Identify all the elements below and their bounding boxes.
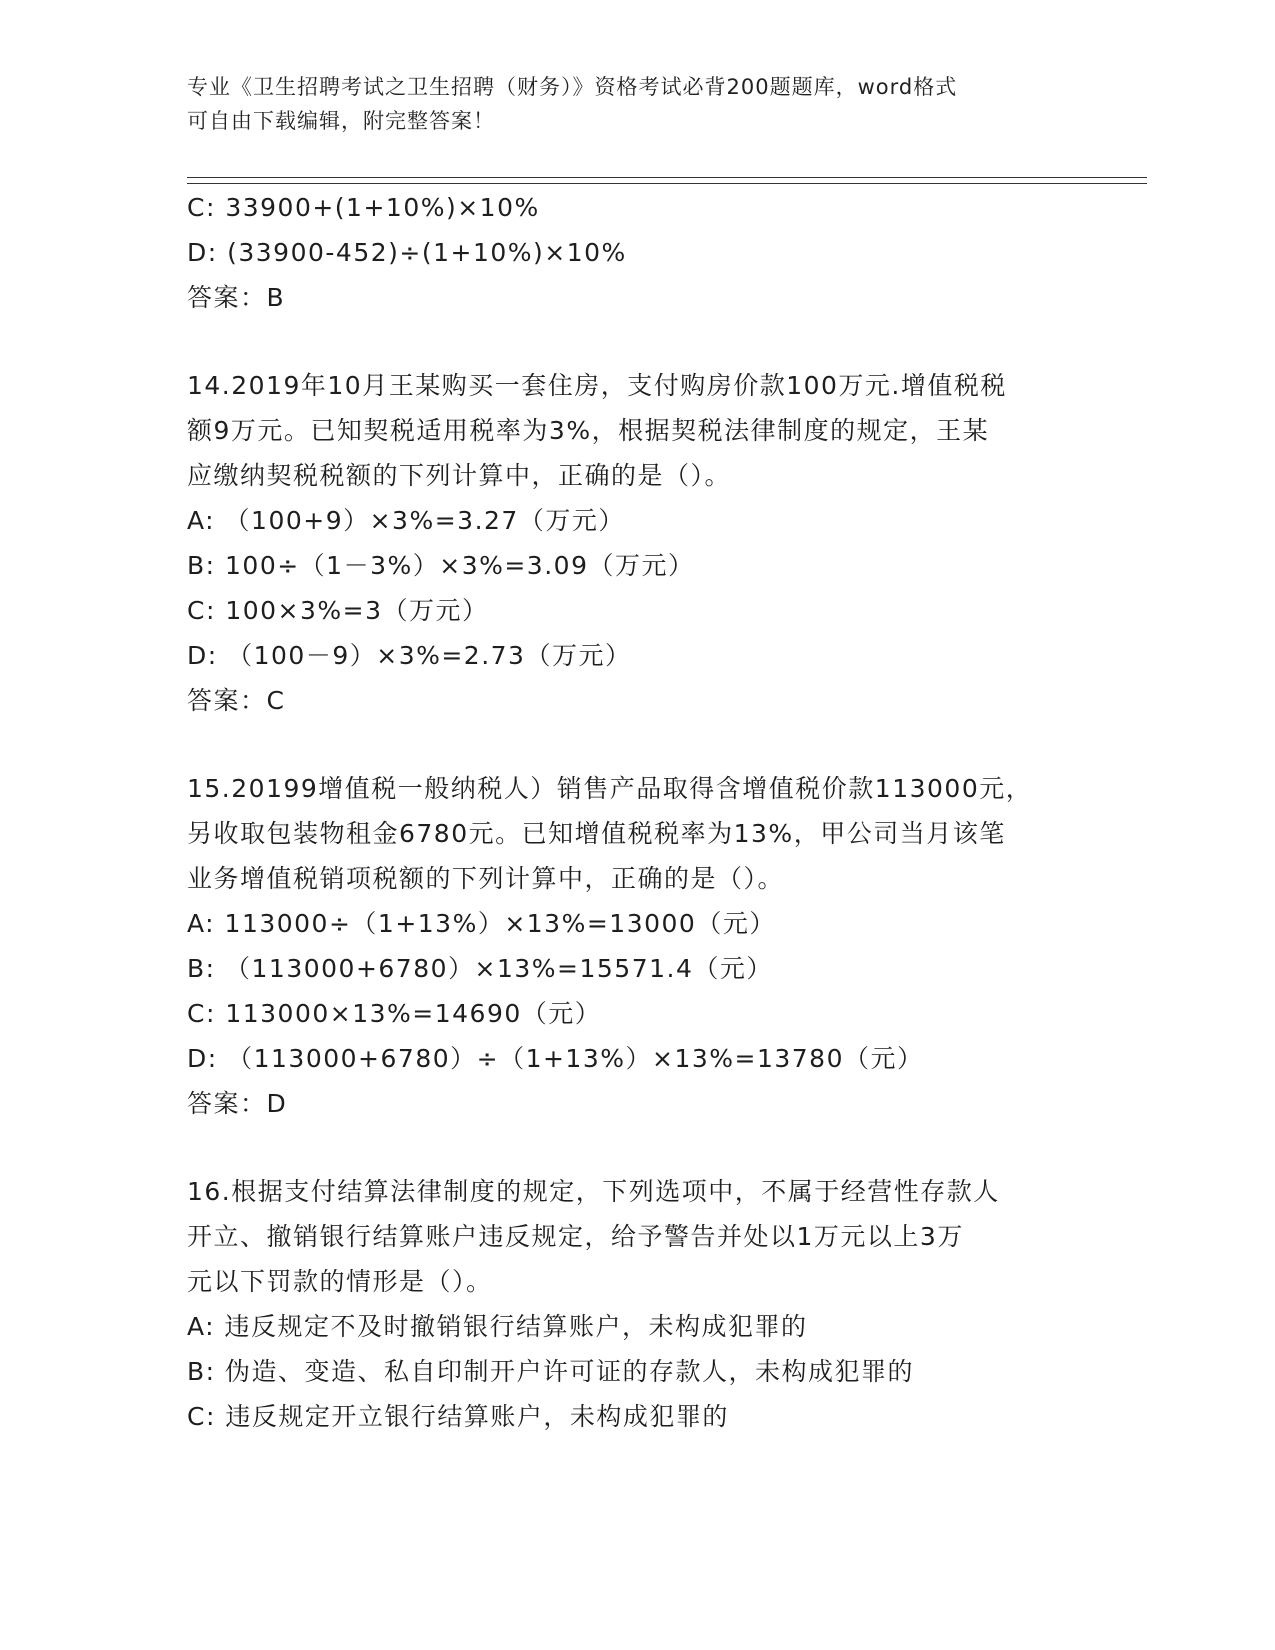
option-b: B: 100÷（1－3%）×3%=3.09（万元） xyxy=(187,551,695,580)
option-c: C: 33900+(1+10%)×10% xyxy=(187,193,540,222)
question-content xyxy=(187,185,1087,1439)
question-stem-line-3: 元以下罚款的情形是（）。 xyxy=(187,1267,493,1296)
header-line-2: 可自由下载编辑，附完整答案！ xyxy=(187,109,495,133)
option-d: D: （113000+6780）÷（1+13%）×13%=13780（元） xyxy=(187,1044,924,1073)
question-15 xyxy=(187,766,1087,1126)
header-divider-bottom xyxy=(187,183,1147,184)
option-b: B: 伪造、变造、私自印制开户许可证的存款人，未构成犯罪的 xyxy=(187,1357,915,1386)
answer-line: 答案：D xyxy=(187,1089,288,1118)
question-stem-line-3: 业务增值税销项税额的下列计算中，正确的是（）。 xyxy=(187,864,785,893)
option-b: B: （113000+6780）×13%=15571.4（元） xyxy=(187,954,773,983)
answer-line: 答案：C xyxy=(187,686,286,715)
spacer xyxy=(187,320,1087,363)
header-divider-top xyxy=(187,177,1147,178)
question-stem-line-1: 16.根据支付结算法律制度的规定，下列选项中，不属于经营性存款人 xyxy=(187,1177,1000,1206)
question-stem-line-2: 开立、撤销银行结算账户违反规定，给予警告并处以1万元以上3万 xyxy=(187,1222,964,1251)
question-14 xyxy=(187,363,1087,723)
question-stem-line-2: 另收取包装物租金6780元。已知增值税税率为13%，甲公司当月该笔 xyxy=(187,819,1006,848)
option-c: C: 100×3%=3（万元） xyxy=(187,596,489,625)
question-16 xyxy=(187,1169,1087,1439)
option-a: A: 违反规定不及时撤销银行结算账户，未构成犯罪的 xyxy=(187,1312,808,1341)
option-d: D: (33900-452)÷(1+10%)×10% xyxy=(187,238,627,267)
option-c: C: 违反规定开立银行结算账户，未构成犯罪的 xyxy=(187,1402,729,1431)
question-stem-line-2: 额9万元。已知契税适用税率为3%，根据契税法律制度的规定，王某 xyxy=(187,416,990,445)
question-stem-line-1: 14.2019年10月王某购买一套住房，支付购房价款100万元.增值税税 xyxy=(187,371,1007,400)
question-stem-line-1: 15.20199增值税一般纳税人）销售产品取得含增值税价款113000元， xyxy=(187,774,1033,803)
answer-line: 答案：B xyxy=(187,283,286,312)
option-a: A: 113000÷（1+13%）×13%=13000（元） xyxy=(187,909,776,938)
question-stem-line-3: 应缴纳契税税额的下列计算中，正确的是（）。 xyxy=(187,461,732,490)
option-c: C: 113000×13%=14690（元） xyxy=(187,999,602,1028)
page-header xyxy=(187,70,1087,138)
header-line-1: 专业《卫生招聘考试之卫生招聘（财务）》资格考试必背200题题库，word格式 xyxy=(187,75,958,99)
spacer xyxy=(187,723,1087,766)
option-d: D: （100－9）×3%=2.73（万元） xyxy=(187,641,632,670)
question-13 xyxy=(187,185,1087,320)
option-a: A: （100+9）×3%=3.27（万元） xyxy=(187,506,625,535)
spacer xyxy=(187,1126,1087,1169)
